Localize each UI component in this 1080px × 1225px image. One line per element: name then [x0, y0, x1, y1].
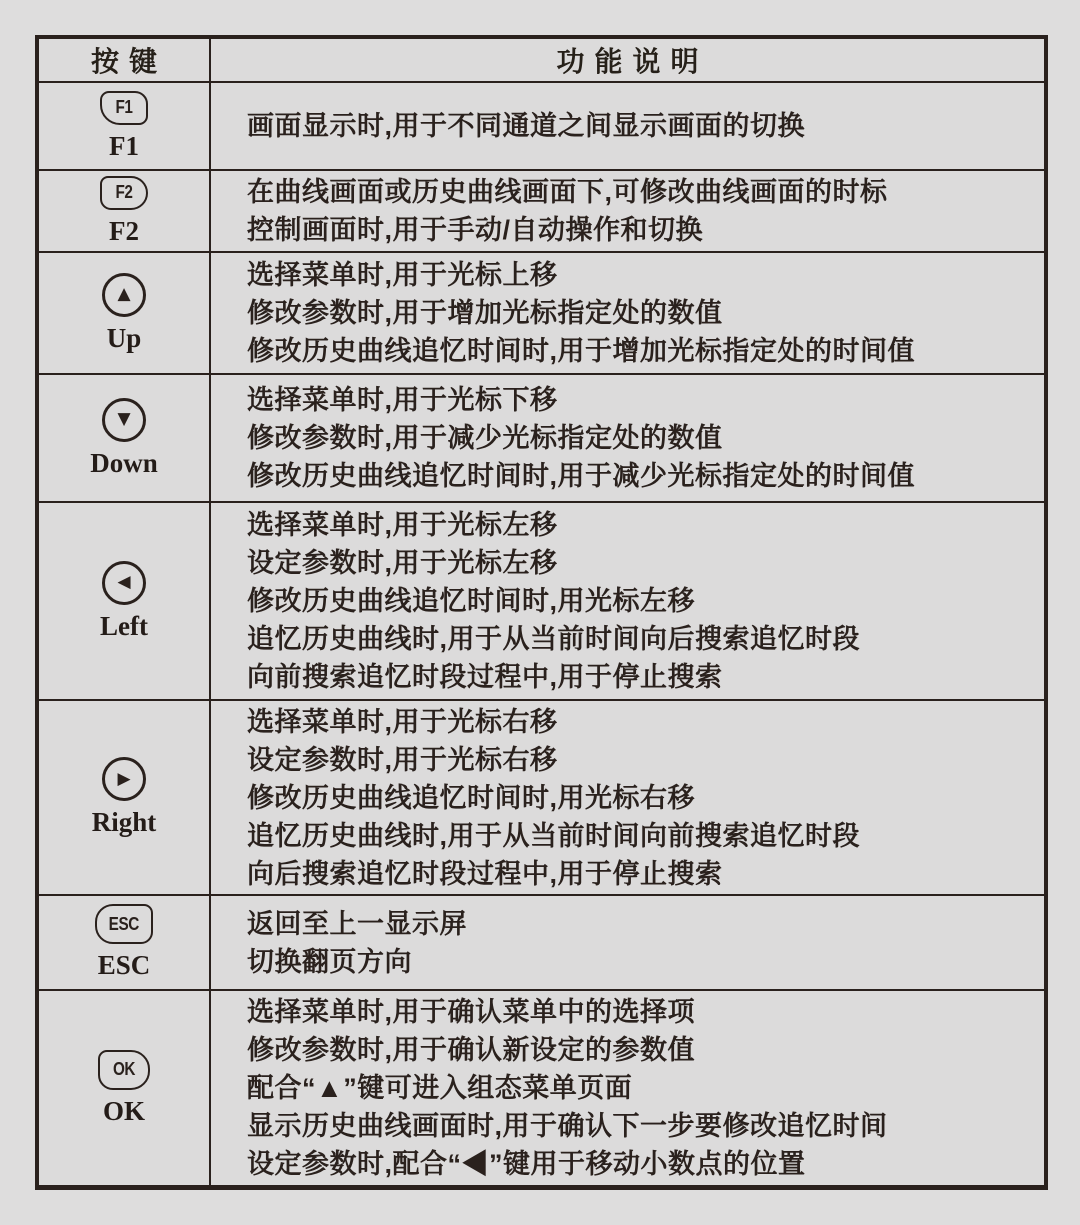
description-line: 修改参数时,用于减少光标指定处的数值: [247, 423, 723, 453]
description-line: 选择菜单时,用于光标上移: [247, 260, 558, 290]
description-line: 修改历史曲线追忆时间时,用光标右移: [247, 782, 696, 813]
f2-keycap-text: F2: [115, 182, 133, 203]
description-line: 修改参数时,用于增加光标指定处的数值: [247, 298, 723, 328]
key-label: Left: [100, 610, 148, 641]
function-description-cell: [211, 375, 1044, 501]
description-line: 设定参数时,用于光标左移: [247, 548, 558, 578]
header-key-column: 按键: [39, 39, 211, 81]
description-line: 返回至上一显示屏: [247, 908, 467, 939]
key-label: ESC: [97, 950, 151, 981]
function-description-cell: [211, 991, 1044, 1185]
description-line: 配合“▲”键可进入组态菜单页面: [247, 1073, 633, 1103]
description-line: 向前搜索追忆时段过程中,用于停止搜索: [247, 662, 723, 692]
header-function-column: 功能说明: [556, 46, 709, 77]
right-arrow-icon: [102, 757, 146, 801]
description-line: 选择菜单时,用于光标下移: [247, 385, 558, 415]
esc-key-row: [39, 896, 1044, 991]
f1-key-row: [39, 83, 1044, 171]
key-label: OK: [102, 1095, 145, 1126]
description-line: 切换翻页方向: [247, 946, 412, 977]
key-label: Right: [91, 807, 157, 838]
down-arrow-glyph: ▼: [117, 409, 131, 430]
description-line: 画面显示时,用于不同通道之间显示画面的切换: [247, 111, 806, 141]
description-line: 选择菜单时,用于光标左移: [247, 510, 558, 540]
description-line: 修改历史曲线追忆时间时,用于增加光标指定处的时间值: [247, 336, 916, 366]
description-line: 控制画面时,用于手动/自动操作和切换: [247, 215, 704, 245]
function-description-cell: [211, 701, 1044, 894]
description-line: 选择菜单时,用于确认菜单中的选择项: [247, 997, 696, 1027]
function-description-cell: [211, 503, 1044, 699]
function-description-cell: [211, 83, 1044, 169]
function-description-cell: [211, 171, 1044, 251]
key-cell: [39, 701, 211, 894]
key-label: F2: [109, 215, 139, 246]
up-arrow-icon: [102, 273, 146, 317]
description-line: 修改历史曲线追忆时间时,用光标左移: [247, 586, 696, 616]
function-description-cell: [211, 253, 1044, 373]
key-cell: [39, 503, 211, 699]
key-cell: [39, 83, 211, 169]
key-cell: [39, 171, 211, 251]
left-arrow-icon: [102, 561, 146, 605]
key-label: Down: [90, 447, 158, 478]
esc-keycap-icon: [95, 904, 153, 944]
ok-keycap-icon: [98, 1050, 150, 1090]
f1-keycap-icon: [100, 91, 148, 125]
up-arrow-glyph: ▲: [117, 284, 131, 305]
right-arrow-glyph: ▶: [117, 768, 131, 789]
description-line: 在曲线画面或历史曲线画面下,可修改曲线画面的时标: [247, 177, 888, 207]
f1-keycap-text: F1: [115, 97, 133, 118]
down-key-row: [39, 375, 1044, 503]
description-line: 设定参数时,配合“◀”键用于移动小数点的位置: [247, 1149, 806, 1179]
right-key-row: [39, 701, 1044, 896]
description-line: 修改参数时,用于确认新设定的参数值: [247, 1035, 696, 1065]
table-header-row: [39, 39, 1044, 83]
ok-keycap-text: OK: [112, 1059, 136, 1080]
left-key-row: [39, 503, 1044, 701]
description-line: 向后搜索追忆时段过程中,用于停止搜索: [247, 858, 723, 889]
key-label: Up: [106, 322, 142, 353]
key-cell: [39, 896, 211, 989]
key-function-table: [35, 35, 1048, 1190]
left-arrow-glyph: ◀: [117, 572, 131, 593]
description-line: 设定参数时,用于光标右移: [247, 744, 558, 775]
key-label: F1: [109, 130, 139, 161]
key-cell: [39, 991, 211, 1185]
esc-keycap-text: ESC: [108, 913, 140, 934]
description-line: 修改历史曲线追忆时间时,用于减少光标指定处的时间值: [247, 461, 916, 491]
function-description-cell: [211, 896, 1044, 989]
key-cell: [39, 253, 211, 373]
down-arrow-icon: [102, 398, 146, 442]
description-line: 追忆历史曲线时,用于从当前时间向后搜索追忆时段: [247, 624, 861, 654]
f2-key-row: [39, 171, 1044, 253]
description-line: 选择菜单时,用于光标右移: [247, 706, 558, 737]
ok-key-row: [39, 991, 1044, 1185]
key-cell: [39, 375, 211, 501]
up-key-row: [39, 253, 1044, 375]
description-line: 追忆历史曲线时,用于从当前时间向前搜索追忆时段: [247, 820, 861, 851]
description-line: 显示历史曲线画面时,用于确认下一步要修改追忆时间: [247, 1111, 888, 1141]
f2-keycap-icon: [100, 176, 148, 210]
